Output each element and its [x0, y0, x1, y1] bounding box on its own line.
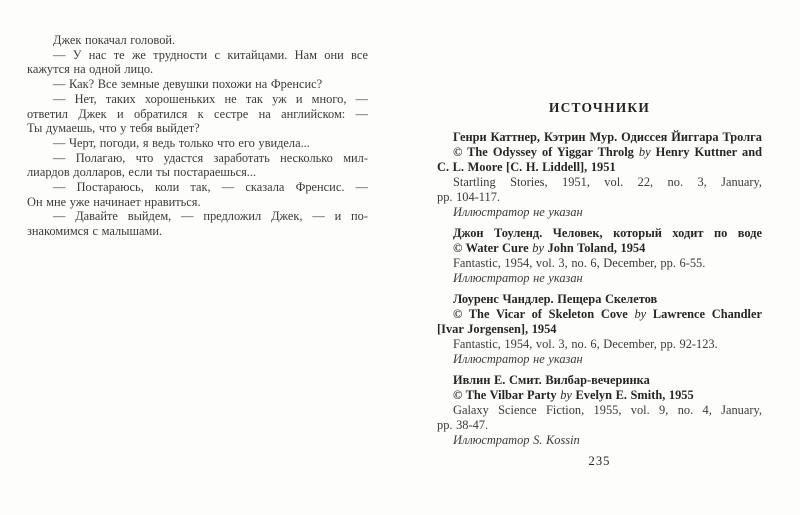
text-line: Он мне уже начинает нравиться. [27, 194, 201, 209]
source-entry [437, 292, 762, 367]
text-line: знакомимся с малышами. [27, 224, 163, 239]
text-line: pp. 104-117. [437, 190, 501, 204]
text-line: Джон Тоуленд. Человек, который ходит по воде [453, 226, 762, 240]
text-line: Джек покачал головой. [53, 33, 176, 47]
text-line: Лоуренс Чандлер. Пещера Скелетов [453, 292, 658, 306]
right-page [437, 100, 762, 469]
source-entry [437, 226, 762, 286]
text-line: Fantastic, 1954, vol. 3, no. 6, December, pp. 92-123. [453, 337, 718, 351]
text-line: Startling Stories, 1951, vol. 22, no. 3, January, [453, 175, 762, 189]
text-line: © The Vicar of Skeleton Cove by Lawrence Chandler [453, 307, 763, 321]
text-line: Fantastic, 1954, vol. 3, no. 6, December, pp. 6-55. [453, 256, 706, 270]
text-line: Иллюстратор не указан [453, 205, 583, 219]
source-entry [437, 130, 762, 220]
left-page-text [27, 33, 368, 239]
text-line: — Постараюсь, коли так, — сказала Френсис. — [53, 180, 368, 195]
text-line: Иллюстратор не указан [453, 352, 583, 366]
text-line: лиардов долларов, если ты постараешься... [27, 165, 257, 180]
page-number: 235 [588, 454, 611, 468]
text-line: кажутся на одной лицо. [27, 62, 154, 77]
text-line: Генри Каттнер, Кэтрин Мур. Одиссея Йиггара Тролга [453, 130, 762, 144]
text-line: Ты думаешь, что у тебя выйдет? [27, 121, 200, 136]
text-line: © Water Cure by John Toland, 1954 [453, 241, 646, 255]
text-line: Иллюстратор не указан [453, 271, 583, 285]
text-line: ответил Джек и обратился к сестре на английском: — [27, 106, 368, 121]
text-line: © The Odyssey of Yiggar Throlg by Henry Kuttner and [453, 145, 762, 159]
text-line: © The Vilbar Party by Evelyn E. Smith, 1955 [453, 388, 694, 402]
text-line: — Полагаю, что удастся заработать несколько мил- [53, 150, 368, 165]
text-line: — Черт, погоди, я ведь только что его увидела... [53, 135, 310, 150]
text-line: Ивлин Е. Смит. Вилбар-вечеринка [453, 373, 650, 387]
text-line: [Ivar Jorgensen], 1954 [437, 322, 557, 336]
sources-heading: ИСТОЧНИКИ [548, 100, 651, 115]
source-entry [437, 373, 762, 448]
text-line: — У нас те же трудности с китайцами. Нам они все [53, 47, 368, 62]
text-line: — Нет, таких хорошеньких не так уж и много, — [53, 91, 368, 106]
text-line: C. L. Moore [C. H. Liddell], 1951 [437, 160, 616, 174]
text-line: Иллюстратор S. Kossin [453, 433, 580, 447]
text-line: pp. 38-47. [437, 418, 489, 432]
sources-list [437, 130, 762, 448]
text-line: — Давайте выйдем, — предложил Джек, — и по- [53, 209, 368, 224]
text-line: Galaxy Science Fiction, 1955, vol. 9, no. 4, January, [453, 403, 762, 417]
text-line: — Как? Все земные девушки похожи на Френсис? [53, 77, 323, 92]
